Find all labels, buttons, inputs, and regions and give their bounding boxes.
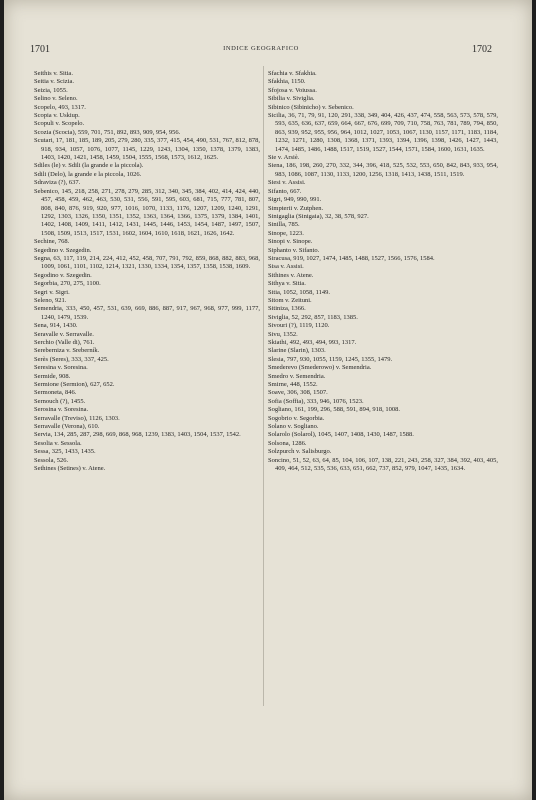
index-entry: Sermione (Sermion), 627, 652. — [34, 381, 115, 389]
index-entry: Servia, 134, 285, 287, 298, 669, 868, 968, 1239, 1383, 1403, 1504, 1537, 1542. — [34, 431, 241, 439]
index-entry: Sivu, 1352. — [268, 330, 298, 338]
index-entry: Sechine, 768. — [34, 238, 70, 246]
index-entry: Seresina v. Soresina. — [34, 364, 88, 372]
index-entry: Solzpurch v. Salisburgo. — [268, 448, 332, 456]
index-entry: Solsona, 1286. — [268, 439, 307, 447]
index-entry: Seithis v. Sitia. — [34, 70, 73, 77]
index-entry: Siracusa, 919, 1027, 1474, 1485, 1488, 1527, 1566, 1576, 1584. — [268, 254, 435, 262]
page-number-right: 1702 — [472, 44, 492, 55]
index-entry: Seleno, 921. — [34, 296, 67, 304]
index-entry: Sinopi v. Sinope. — [268, 238, 313, 246]
index-entry: Sesolia v. Sessola. — [34, 439, 82, 447]
index-entry: Sicilia, 36, 71, 79, 91, 120, 291, 338, 349, 404, 426, 437, 474, 558, 563, 573, 578, 579, 593, 635, 636, 637, 659, 664, 667, 676, 699, 709, 710, 758, 763, 781, 789, 794, 850, 863, 939, 952, 955, 956, 964, 1012, 1027, 1053, 1067, 1130, 1157, 1171, 1183, 1184, 1232, 1271, 1280, 1308, 1368, 1371, 1393, 1394, 1396, 1398, 1426, 1427, 1443, 1474, 1485, 1486, 1488, 1517, 1519, 1527, 1544, 1571, 1584, 1600, 1631, 1635. — [268, 112, 498, 153]
index-entry: Siena, 186, 198, 260, 270, 332, 344, 396, 418, 525, 532, 553, 650, 842, 843, 933, 954, 983, 1086, 1087, 1130, 1133, 1200, 1256, 1318, 1413, 1438, 1511, 1519. — [268, 162, 498, 178]
index-entry: Slesia, 797, 930, 1055, 1159, 1245, 1355, 1479. — [268, 355, 393, 363]
index-entry: Segri v. Sigri. — [34, 288, 70, 296]
index-entry: Serchio (Valle di), 761. — [34, 339, 95, 346]
index-entry: Sitom v. Zeituni. — [268, 296, 312, 304]
index-entry: Sigri, 949, 990, 991. — [268, 196, 322, 204]
index-entry: Sdiles (le) v. Sdili (la grande e la piccola). — [34, 162, 144, 170]
index-entry: Segodino v. Szegedin. — [34, 271, 92, 279]
index-entry: Sogliano, 161, 199, 296, 588, 591, 894, 918, 1008. — [268, 406, 400, 414]
column-divider — [263, 66, 264, 706]
index-entry: Smirne, 448, 1552. — [268, 381, 318, 389]
index-entry: Solano v. Sogliano. — [268, 423, 319, 431]
index-entry: Sereberniza v. Sreberník. — [34, 347, 100, 355]
index-entry: Seizia, 1055. — [34, 86, 68, 94]
index-entry: Sitiniza, 1366. — [268, 305, 306, 313]
index-entry: Sie v. Arsiè. — [268, 154, 300, 162]
index-entry: Sogobrio v. Segorbia. — [268, 414, 325, 422]
index-entry: Semendria, 333, 450, 457, 531, 639, 669, 886, 887, 917, 967, 968, 977, 999, 1177, 1240, 1479, 1539. — [34, 305, 260, 321]
index-entry: Sessola, 526. — [34, 456, 69, 464]
index-entry: Siphanto v. Sifanto. — [268, 246, 320, 254]
index-entry: Sifanto, 667. — [268, 187, 302, 195]
index-entry: Sdraviza (?), 637. — [34, 179, 81, 187]
index-entry: Scozia (Scocia), 559, 701, 751, 892, 893, 909, 954, 956. — [34, 128, 181, 136]
index-column-left — [34, 70, 260, 474]
index-entry: Sermoneta, 846. — [34, 389, 77, 397]
index-entry: Simpterii v. Zutphen. — [268, 204, 324, 212]
index-entry: Sisa v. Assisi. — [268, 263, 304, 271]
index-page — [4, 0, 532, 800]
index-entry: Scutari, 17, 181, 185, 189, 205, 279, 280, 335, 377, 415, 454, 490, 531, 767, 812, 878, 918, 934, 1057, 1076, 1077, 1145, 1229, 1243, 1304, 1350, 1378, 1379, 1383, 1403, 1420, 1421, 1458, 1459, 1504, 1555, 1568, 1573, 1612, 1625. — [34, 137, 260, 162]
index-entry: Sena, 914, 1430. — [34, 322, 78, 330]
index-entry: Scopia v. Uskiup. — [34, 112, 80, 120]
page-title: INDICE GEOGRAFICO — [223, 45, 299, 52]
index-entry: Selino v. Seleno. — [34, 95, 78, 103]
index-entry: Sdili (Delo), la grande e la piccola, 1026. — [34, 170, 142, 178]
index-entry: Sfojosa v. Voiussa. — [268, 86, 317, 94]
index-entry: Soncino, 51, 52, 63, 64, 85, 104, 106, 107, 138, 221, 243, 258, 327, 384, 392, 403, 405, 409, 464, 512, 535, 536, 633, 651, 662, 737, 852, 979, 1047, 1435, 1634. — [268, 456, 498, 473]
index-entry: Skiathi, 492, 493, 494, 993, 1317. — [268, 339, 357, 346]
index-entry: Soave, 306, 308, 1507. — [268, 389, 328, 397]
index-entry: Sibinico (Sibinicho) v. Sebenico. — [268, 103, 354, 111]
index-entry: Sebenico, 145, 218, 258, 271, 278, 279, 285, 312, 340, 345, 384, 402, 414, 424, 440, 457, 458, 459, 462, 463, 530, 531, 556, 591, 595, 603, 681, 715, 777, 781, 807, 808, 840, 876, 919, 920, 977, 1016, 1070, 1133, 1176, 1207, 1209, 1240, 1291, 1292, 1303, 1326, 1350, 1351, 1352, 1363, 1364, 1366, 1375, 1379, 1384, 1401, 1402, 1408, 1409, 1411, 1412, 1431, 1445, 1446, 1453, 1454, 1487, 1497, 1507, 1508, 1509, 1513, 1517, 1531, 1602, 1604, 1610, 1618, 1621, 1626, 1642. — [34, 187, 260, 237]
index-entry: Segedino v. Szegedin. — [34, 246, 92, 254]
index-entry: Siviglia, 52, 292, 857, 1183, 1385. — [268, 313, 358, 321]
index-entry: Seitia v. Scizia. — [34, 78, 75, 86]
index-entry: Sessa, 325, 1433, 1435. — [34, 448, 96, 456]
index-entry: Sitia, 1052, 1058, 1149. — [268, 288, 331, 296]
index-entry: Serosina v. Soresina. — [34, 406, 89, 414]
index-entry: Sithya v. Sitia. — [268, 280, 306, 288]
index-entry: Sofia (Soffia), 333, 946, 1076, 1523. — [268, 397, 364, 405]
index-entry: Sivouri (?), 1119, 1120. — [268, 322, 330, 330]
index-entry: Solarolo (Solarol), 1045, 1407, 1408, 1430, 1487, 1588. — [268, 431, 414, 439]
page-header — [30, 44, 492, 56]
index-entry: Seravalle v. Serravalle. — [34, 330, 94, 338]
index-entry: Sinigaglia (Sinigaia), 32, 38, 578, 927. — [268, 212, 369, 220]
index-entry: Scopuli v. Scopelo. — [34, 120, 85, 128]
index-entry: Sfakhia, 1150. — [268, 78, 306, 86]
index-entry: Sinilla, 785. — [268, 221, 300, 229]
index-entry: Sinope, 1223. — [268, 229, 304, 237]
index-column-right — [268, 70, 498, 474]
index-entry: Sfachia v. Sfakhia. — [268, 70, 317, 77]
index-entry: Smedro v. Semendria. — [268, 372, 326, 380]
index-entry: Serès (Seres), 333, 337, 425. — [34, 355, 109, 363]
index-entry: Serravalle (Treviso), 1126, 1303. — [34, 414, 120, 422]
index-entry: Smederevo (Smederowo) v. Semendria. — [268, 364, 372, 372]
index-entry: Segna, 63, 117, 119, 214, 224, 412, 452, 458, 707, 791, 792, 859, 868, 882, 883, 968, 1009, 1061, 1101, 1102, 1214, 1321, 1330, 1334, 1354, 1357, 1358, 1538, 1609. — [34, 254, 260, 271]
index-entry: Scopelo, 493, 1317. — [34, 103, 86, 111]
index-entry: Sernouch (?), 1455. — [34, 397, 86, 405]
index-entry: Sibilia v. Siviglia. — [268, 95, 315, 103]
index-entry: Siesi v. Assisi. — [268, 179, 306, 187]
index-entry: Sermide, 908. — [34, 372, 71, 380]
index-entry: Segorbia, 270, 275, 1100. — [34, 280, 101, 288]
index-entry: Sethines (Setines) v. Atene. — [34, 465, 106, 473]
index-entry: Serravalle (Verona), 610. — [34, 423, 100, 431]
index-entry: Sithines v. Atene. — [268, 271, 314, 279]
page-number-left: 1701 — [30, 44, 50, 55]
index-entry: Slarine (Slarin), 1303. — [268, 347, 326, 355]
